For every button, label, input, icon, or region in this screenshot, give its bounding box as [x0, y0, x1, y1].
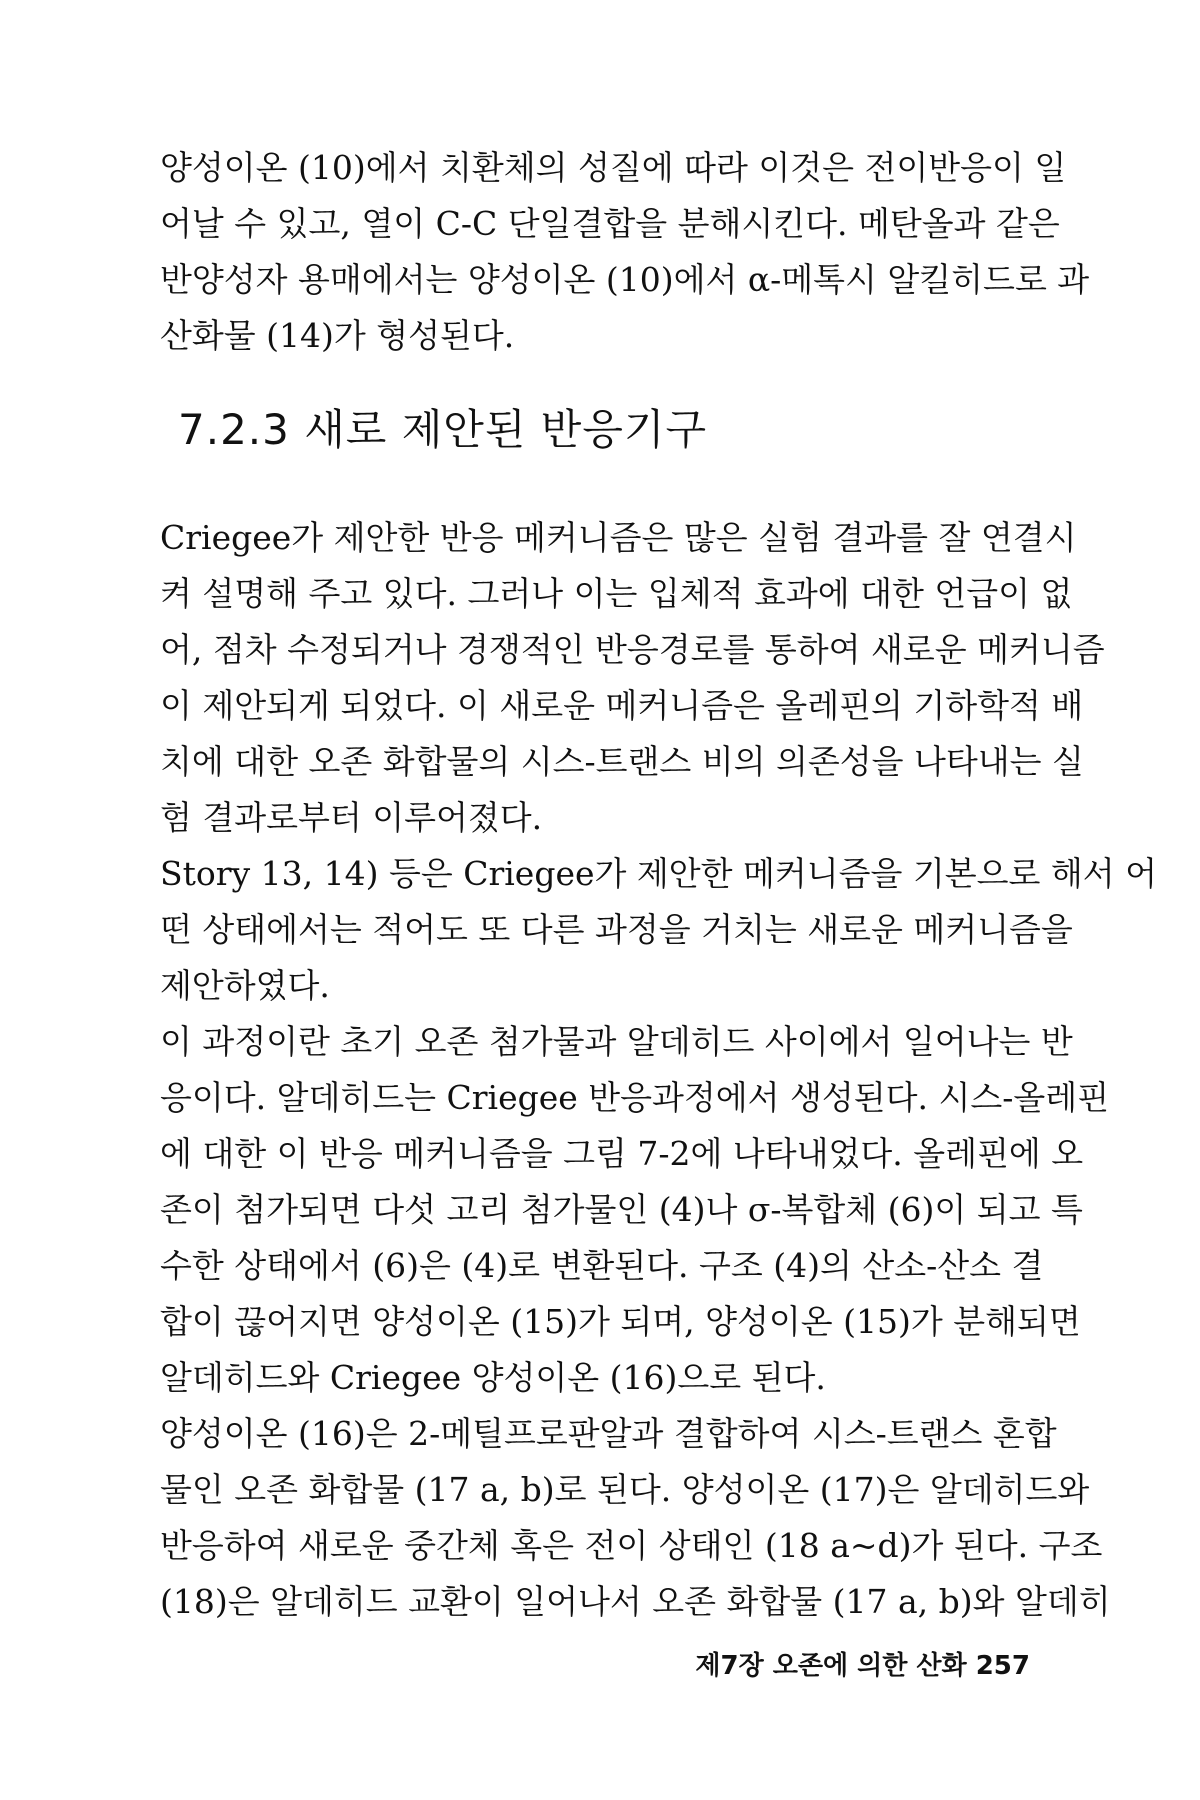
paragraph-line: (18)은 알데히드 교환이 일어나서 오존 화합물 (17 a, b)와 알데히 [160, 1582, 1111, 1621]
paragraph-line: 합이 끊어지면 양성이온 (15)가 되며, 양성이온 (15)가 분해되면 [160, 1302, 1081, 1341]
page-footer: 제7장 오존에 의한 산화 257 [695, 1651, 1030, 1681]
paragraph-line: 떤 상태에서는 적어도 또 다른 과정을 거치는 새로운 메커니즘을 [160, 910, 1073, 949]
paragraph-line: 어, 점차 수정되거나 경쟁적인 반응경로를 통하여 새로운 메커니즘 [160, 630, 1105, 669]
section-heading: 7.2.3 새로 제안된 반응기구 [178, 405, 708, 454]
paragraph-line: 험 결과로부터 이루어졌다. [160, 798, 543, 837]
paragraph-line: 제안하였다. [160, 966, 330, 1005]
paragraph-line: 양성이온 (16)은 2-메틸프로판알과 결합하여 시스-트랜스 혼합 [160, 1414, 1057, 1453]
paragraph-line: 켜 설명해 주고 있다. 그러나 이는 입체적 효과에 대한 언급이 없 [160, 574, 1073, 613]
paragraph-line: 물인 오존 화합물 (17 a, b)로 된다. 양성이온 (17)은 알데히드와 [160, 1470, 1090, 1509]
paragraph-line: 반양성자 용매에서는 양성이온 (10)에서 α-메톡시 알킬히드로 과 [160, 260, 1090, 299]
paragraph-line: 에 대한 이 반응 메커니즘을 그림 7-2에 나타내었다. 올레핀에 오 [160, 1134, 1084, 1173]
paragraph-line: 양성이온 (10)에서 치환체의 성질에 따라 이것은 전이반응이 일 [160, 148, 1067, 187]
paragraph-line: 산화물 (14)가 형성된다. [160, 316, 515, 355]
paragraph-line: 알데히드와 Criegee 양성이온 (16)으로 된다. [160, 1358, 826, 1397]
paragraph-line: 반응하여 새로운 중간체 혹은 전이 상태인 (18 a~d)가 된다. 구조 [160, 1526, 1103, 1565]
paragraph-line: 치에 대한 오존 화합물의 시스-트랜스 비의 의존성을 나타내는 실 [160, 742, 1084, 781]
paragraph-line: 이 제안되게 되었다. 이 새로운 메커니즘은 올레핀의 기하학적 배 [160, 686, 1084, 725]
paragraph-line: 존이 첨가되면 다섯 고리 첨가물인 (4)나 σ-복합체 (6)이 되고 특 [160, 1190, 1083, 1229]
paragraph-line: 응이다. 알데히드는 Criegee 반응과정에서 생성된다. 시스-올레핀 [160, 1078, 1110, 1117]
paragraph-line: Story 13, 14) 등은 Criegee가 제안한 메커니즘을 기본으로 해서 어 [160, 854, 1158, 893]
paragraph-line: 어날 수 있고, 열이 C-C 단일결합을 분해시킨다. 메탄올과 같은 [160, 204, 1060, 243]
paragraph-line: Criegee가 제안한 반응 메커니즘은 많은 실험 결과를 잘 연결시 [160, 518, 1077, 557]
paragraph-line: 수한 상태에서 (6)은 (4)로 변환된다. 구조 (4)의 산소-산소 결 [160, 1246, 1044, 1285]
paragraph-line: 이 과정이란 초기 오존 첨가물과 알데히드 사이에서 일어나는 반 [160, 1022, 1073, 1061]
